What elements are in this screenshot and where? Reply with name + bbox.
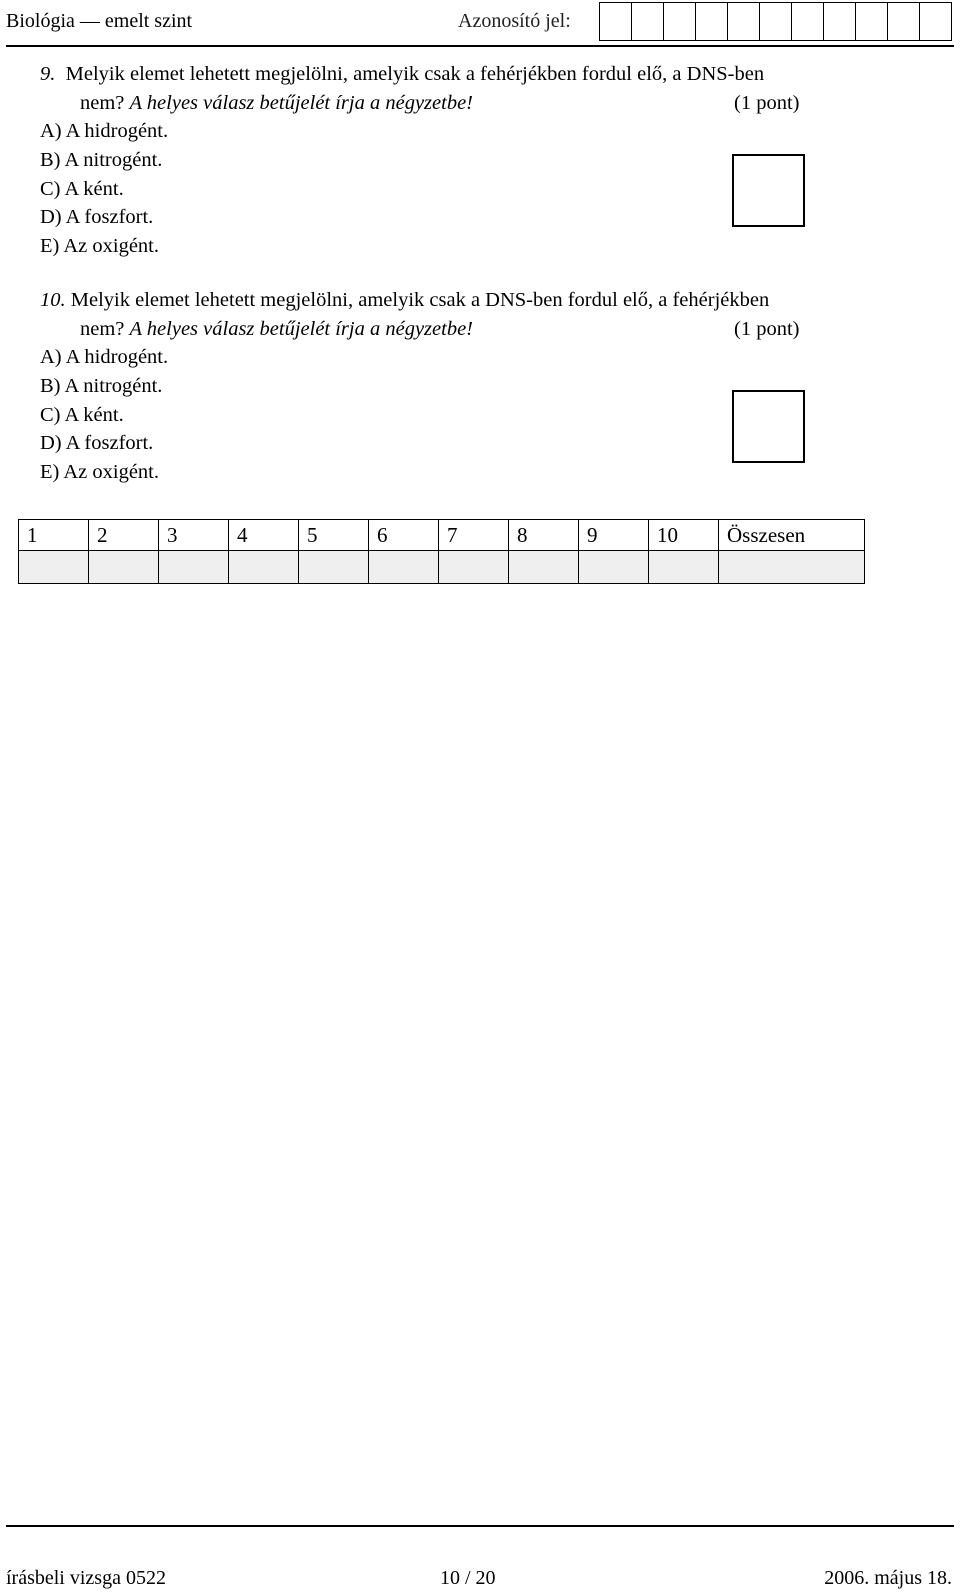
id-box[interactable] (727, 2, 760, 41)
score-header-total: Összesen (719, 520, 865, 551)
question-instruction: A helyes válasz betűjelét írja a négyzetbe! (129, 317, 473, 340)
score-cell[interactable] (19, 551, 89, 584)
options-list (40, 117, 168, 260)
id-box[interactable] (599, 2, 632, 41)
option-c: C) A ként. (40, 403, 124, 426)
score-header-cell: 7 (439, 520, 509, 551)
score-cell[interactable] (369, 551, 439, 584)
option-c: C) A ként. (40, 177, 124, 200)
question-text: Melyik elemet lehetett megjelölni, amelyik csak a DNS-ben fordul elő, a fehérjékben (70, 289, 770, 311)
answer-box[interactable] (732, 154, 805, 227)
question-text-cont: nem? (80, 91, 125, 114)
score-header-cell: 3 (159, 520, 229, 551)
option-b: B) A nitrogént. (40, 375, 163, 398)
score-table (18, 519, 865, 584)
id-box[interactable] (791, 2, 824, 41)
score-table-header (19, 520, 865, 551)
score-cell[interactable] (159, 551, 229, 584)
score-cell[interactable] (579, 551, 649, 584)
score-cell-total[interactable] (719, 551, 865, 584)
option-d: D) A foszfort. (40, 432, 154, 455)
score-header-cell: 8 (509, 520, 579, 551)
score-header-cell: 1 (19, 520, 89, 551)
question-9 (40, 60, 764, 89)
footer-page: 10 / 20 (440, 1567, 496, 1589)
score-cell[interactable] (299, 551, 369, 584)
score-cell[interactable] (89, 551, 159, 584)
question-number: 10. (40, 289, 66, 311)
header-subject: Biológia — emelt szint (6, 10, 193, 32)
score-cell[interactable] (439, 551, 509, 584)
score-cell[interactable] (649, 551, 719, 584)
question-text: Melyik elemet lehetett megjelölni, amelyik csak a fehérjékben fordul elő, a DNS-ben (65, 63, 765, 85)
score-header-cell: 5 (299, 520, 369, 551)
question-points: (1 pont) (734, 317, 800, 340)
answer-box[interactable] (732, 390, 805, 463)
score-cell[interactable] (509, 551, 579, 584)
option-d: D) A foszfort. (40, 206, 154, 229)
id-box[interactable] (855, 2, 888, 41)
option-b: B) A nitrogént. (40, 149, 163, 172)
footer-rule (6, 1525, 954, 1527)
question-10-line2 (80, 315, 473, 344)
id-box[interactable] (663, 2, 696, 41)
question-10 (40, 286, 769, 315)
options-list (40, 343, 168, 486)
score-header-cell: 6 (369, 520, 439, 551)
header-id-label: Azonosító jel: (458, 10, 571, 32)
header-rule (6, 45, 954, 47)
score-cell[interactable] (229, 551, 299, 584)
id-box[interactable] (823, 2, 856, 41)
question-number: 9. (40, 63, 56, 85)
footer-exam: írásbeli vizsga 0522 (6, 1567, 166, 1589)
option-a: A) A hidrogént. (40, 120, 169, 143)
question-text-cont: nem? (80, 317, 125, 340)
id-box[interactable] (919, 2, 952, 41)
question-9-line2 (80, 89, 473, 118)
score-header-cell: 2 (89, 520, 159, 551)
id-box[interactable] (695, 2, 728, 41)
id-box[interactable] (631, 2, 664, 41)
id-boxes (600, 2, 952, 41)
score-table-row (19, 551, 865, 584)
footer-date: 2006. május 18. (824, 1567, 952, 1589)
score-header-cell: 9 (579, 520, 649, 551)
score-header-cell: 4 (229, 520, 299, 551)
score-header-cell: 10 (649, 520, 719, 551)
id-box[interactable] (759, 2, 792, 41)
id-box[interactable] (887, 2, 920, 41)
option-e: E) Az oxigént. (40, 461, 159, 484)
question-instruction: A helyes válasz betűjelét írja a négyzetbe! (129, 91, 473, 114)
option-a: A) A hidrogént. (40, 346, 169, 369)
question-points: (1 pont) (734, 91, 800, 114)
option-e: E) Az oxigént. (40, 235, 159, 258)
